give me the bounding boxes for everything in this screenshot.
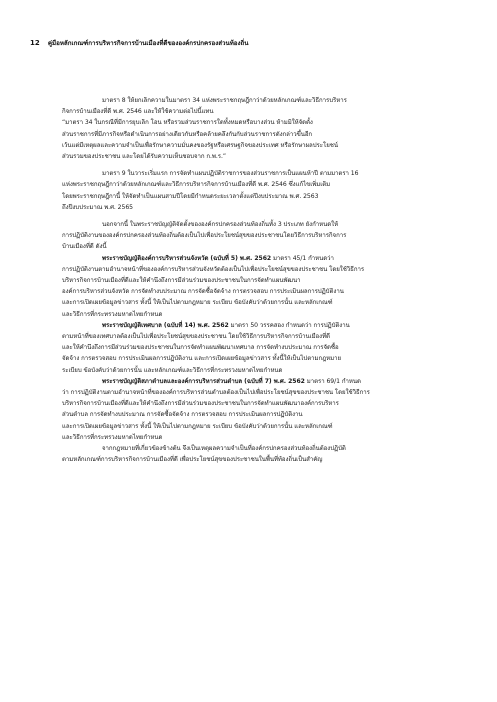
text-line: และวิธีการที่กระทรวงมหาดไทยกำหนด <box>62 310 163 318</box>
text-line: เว้นแต่มีเหตุผลและความจำเป็นเพื่อรักษาความมั่นคงของรัฐหรือเศรษฐกิจของประเทศ หรือรักษาผลประโยชน์ <box>62 141 338 149</box>
text-line: บ้านเมืองที่ดี ดังนี้ <box>62 243 107 251</box>
text-line: ส่วนรวมของประชาชน และโดยได้รับความเห็นชอบจาก ก.พ.ร.” <box>62 153 226 161</box>
text-line: ส่วนราชการที่มีภารกิจหรือดำเนินการอย่างเดียวกันหรือคล้ายคลึงกันกับส่วนราชการดังกล่าวขึ้นอีก <box>62 130 313 138</box>
text-line: การปฏิบัติงานตามอำนาจหน้าที่ขององค์การบริหารส่วนจังหวัดต้องเป็นไปเพื่อประโยชน์สุขของประชาชน โดยใช้วิธีการ <box>62 265 365 273</box>
text-line: บริหารกิจการบ้านเมืองที่ดีและให้คำนึงถึงการมีส่วนร่วมของประชาชนในการจัดทำแผนพัฒนาองค์การบริหาร <box>62 400 339 408</box>
text-line: จัดจ้าง การตรวจสอบ การประเมินผลการปฏิบัติงาน และการเปิดเผยข้อมูลข่าวสาร ทั้งนี้ให้เป็นไปตามกฎหมาย <box>62 355 342 363</box>
text-line: โดยพระราชกฤษฎีกานี้ ให้จัดทำเป็นแผนสามปีโดยมีกำหนดระยะเวลาตั้งแต่ปีงบประมาณ พ.ศ. 2563 <box>62 192 319 200</box>
text-line: และวิธีการที่กระทรวงมหาดไทยกำหนด <box>62 433 163 441</box>
text-line: ถึงปีงบประมาณ พ.ศ. 2565 <box>62 203 133 211</box>
text-line: ส่วนตำบล การจัดทำงบประมาณ การจัดซื้อจัดจ้าง การตรวจสอบ การประเมินผลการปฏิบัติงาน <box>62 411 303 419</box>
paragraph <box>62 168 462 213</box>
text-line: พระราชบัญญัติสภาตำบลและองค์การบริหารส่วนตำบล (ฉบับที่ 7) พ.ศ. 2562 มาตรา 69/1 กำหนด <box>102 377 361 385</box>
paragraph <box>62 253 462 320</box>
paragraph <box>62 320 462 376</box>
text-line: พระราชบัญญัติเทศบาล (ฉบับที่ 14) พ.ศ. 2562 มาตรา 50 วรรคสอง กำหนดว่า การปฏิบัติงาน <box>102 321 350 329</box>
text-line: ระเบียบ ข้อบังคับว่าด้วยการนั้น และหลักเกณฑ์และวิธีการที่กระทรวงมหาดไทยกำหนด <box>62 366 283 374</box>
text-line: ว่า การปฏิบัติงานตามอำนาจหน้าที่ขององค์การบริหารส่วนตำบลต้องเป็นไปเพื่อประโยชน์สุขของประชาชน โดยใช้วิธีการ <box>62 389 370 397</box>
running-title: คู่มือหลักเกณฑ์การบริหารกิจการบ้านเมืองที่ดีขององค์กรปกครองส่วนท้องถิ่น <box>47 40 249 47</box>
text-line: และการเปิดเผยข้อมูลข่าวสาร ทั้งนี้ ให้เป็นไปตามกฎหมาย ระเบียบ ข้อบังคับว่าด้วยการนั้น และหลักเกณฑ์ <box>62 422 333 430</box>
text-line: บริหารกิจการบ้านเมืองที่ดีและให้คำนึงถึงการมีส่วนร่วมของประชาชนในการจัดทำแผนพัฒนา <box>62 277 301 285</box>
text-line: มาตรา 9 ในวาระเริ่มแรก การจัดทำแผนปฏิบัติราชการของส่วนราชการเป็นแผนห้าปี ตามมาตรา 16 <box>102 170 359 178</box>
law-title: พระราชบัญญัติสภาตำบลและองค์การบริหารส่วนตำบล (ฉบับที่ 7) พ.ศ. 2562 <box>102 377 305 385</box>
paragraph <box>62 376 462 443</box>
text-line: จากกฎหมายที่เกี่ยวข้องข้างต้น จึงเป็นเหตุผลความจำเป็นที่องค์กรปกครองส่วนท้องถิ่นต้องปฏิบัติ <box>102 445 346 453</box>
text-line: ตามหลักเกณฑ์การบริหารกิจการบ้านเมืองที่ดี เพื่อประโยชน์สุขของประชาชนในพื้นที่ท้องถิ่นเป็นสำคัญ <box>62 456 323 464</box>
paragraph <box>62 95 462 162</box>
text-line: มาตรา 8 ให้ยกเลิกความในมาตรา 34 แห่งพระราชกฤษฎีกาว่าด้วยหลักเกณฑ์และวิธีการบริหาร <box>102 97 347 104</box>
text-line: องค์การบริหารส่วนจังหวัด การจัดทำงบประมาณ การจัดซื้อจัดจ้าง การตรวจสอบ การประเมินผลการปฏิบัติงาน <box>62 288 344 296</box>
page-number: 12 <box>30 39 40 47</box>
text-line: ตามหน้าที่ของเทศบาลต้องเป็นไปเพื่อประโยชน์สุขของประชาชน โดยใช้วิธีการบริหารกิจการบ้านเมืองที่ดี <box>62 333 330 341</box>
text-line: พระราชบัญญัติองค์การบริหารส่วนจังหวัด (ฉบับที่ 5) พ.ศ. 2562 มาตรา 45/1 กำหนดว่า <box>102 254 334 262</box>
text-line: “มาตรา 34 ในกรณีที่มีการยุบเลิก โอน หรือรวมส่วนราชการใดทั้งหมดหรือบางส่วน ห้ามมิให้จัดตั้ง <box>62 119 313 127</box>
text-line: และให้คำนึงถึงการมีส่วนร่วมของประชาชนในการจัดทำแผนพัฒนาเทศบาล การจัดทำงบประมาณ การจัดซื้อ <box>62 344 339 352</box>
law-title: พระราชบัญญัติองค์การบริหารส่วนจังหวัด (ฉบับที่ 5) พ.ศ. 2562 <box>102 254 272 262</box>
text-line: แห่งพระราชกฤษฎีกาว่าด้วยหลักเกณฑ์และวิธีการบริหารกิจการบ้านเมืองที่ดี พ.ศ. 2546 ซึ่งแก้ไขเพิ่มเติม <box>62 181 331 189</box>
paragraph <box>62 219 462 253</box>
body-text <box>62 95 462 466</box>
text-line: กิจการบ้านเมืองที่ดี พ.ศ. 2546 และให้ใช้ความต่อไปนี้แทน <box>62 108 214 116</box>
text-line: และการเปิดเผยข้อมูลข่าวสาร ทั้งนี้ ให้เป็นไปตามกฎหมาย ระเบียบ ข้อบังคับว่าด้วยการนั้น และหลักเกณฑ์ <box>62 299 333 307</box>
running-header <box>30 38 457 48</box>
text-line: การปฏิบัติงานขององค์กรปกครองส่วนท้องถิ่นต้องเป็นไปเพื่อประโยชน์สุขของประชาชนโดยวิธีการบริหารกิจการ <box>62 232 347 240</box>
paragraph <box>62 443 462 465</box>
text-line: นอกจากนี้ ในพระราชบัญญัติจัดตั้งขององค์กรปกครองส่วนท้องถิ่นทั้ง 3 ประเภท ยังกำหนดให้ <box>102 221 339 229</box>
law-title: พระราชบัญญัติเทศบาล (ฉบับที่ 14) พ.ศ. 2562 <box>102 321 229 329</box>
